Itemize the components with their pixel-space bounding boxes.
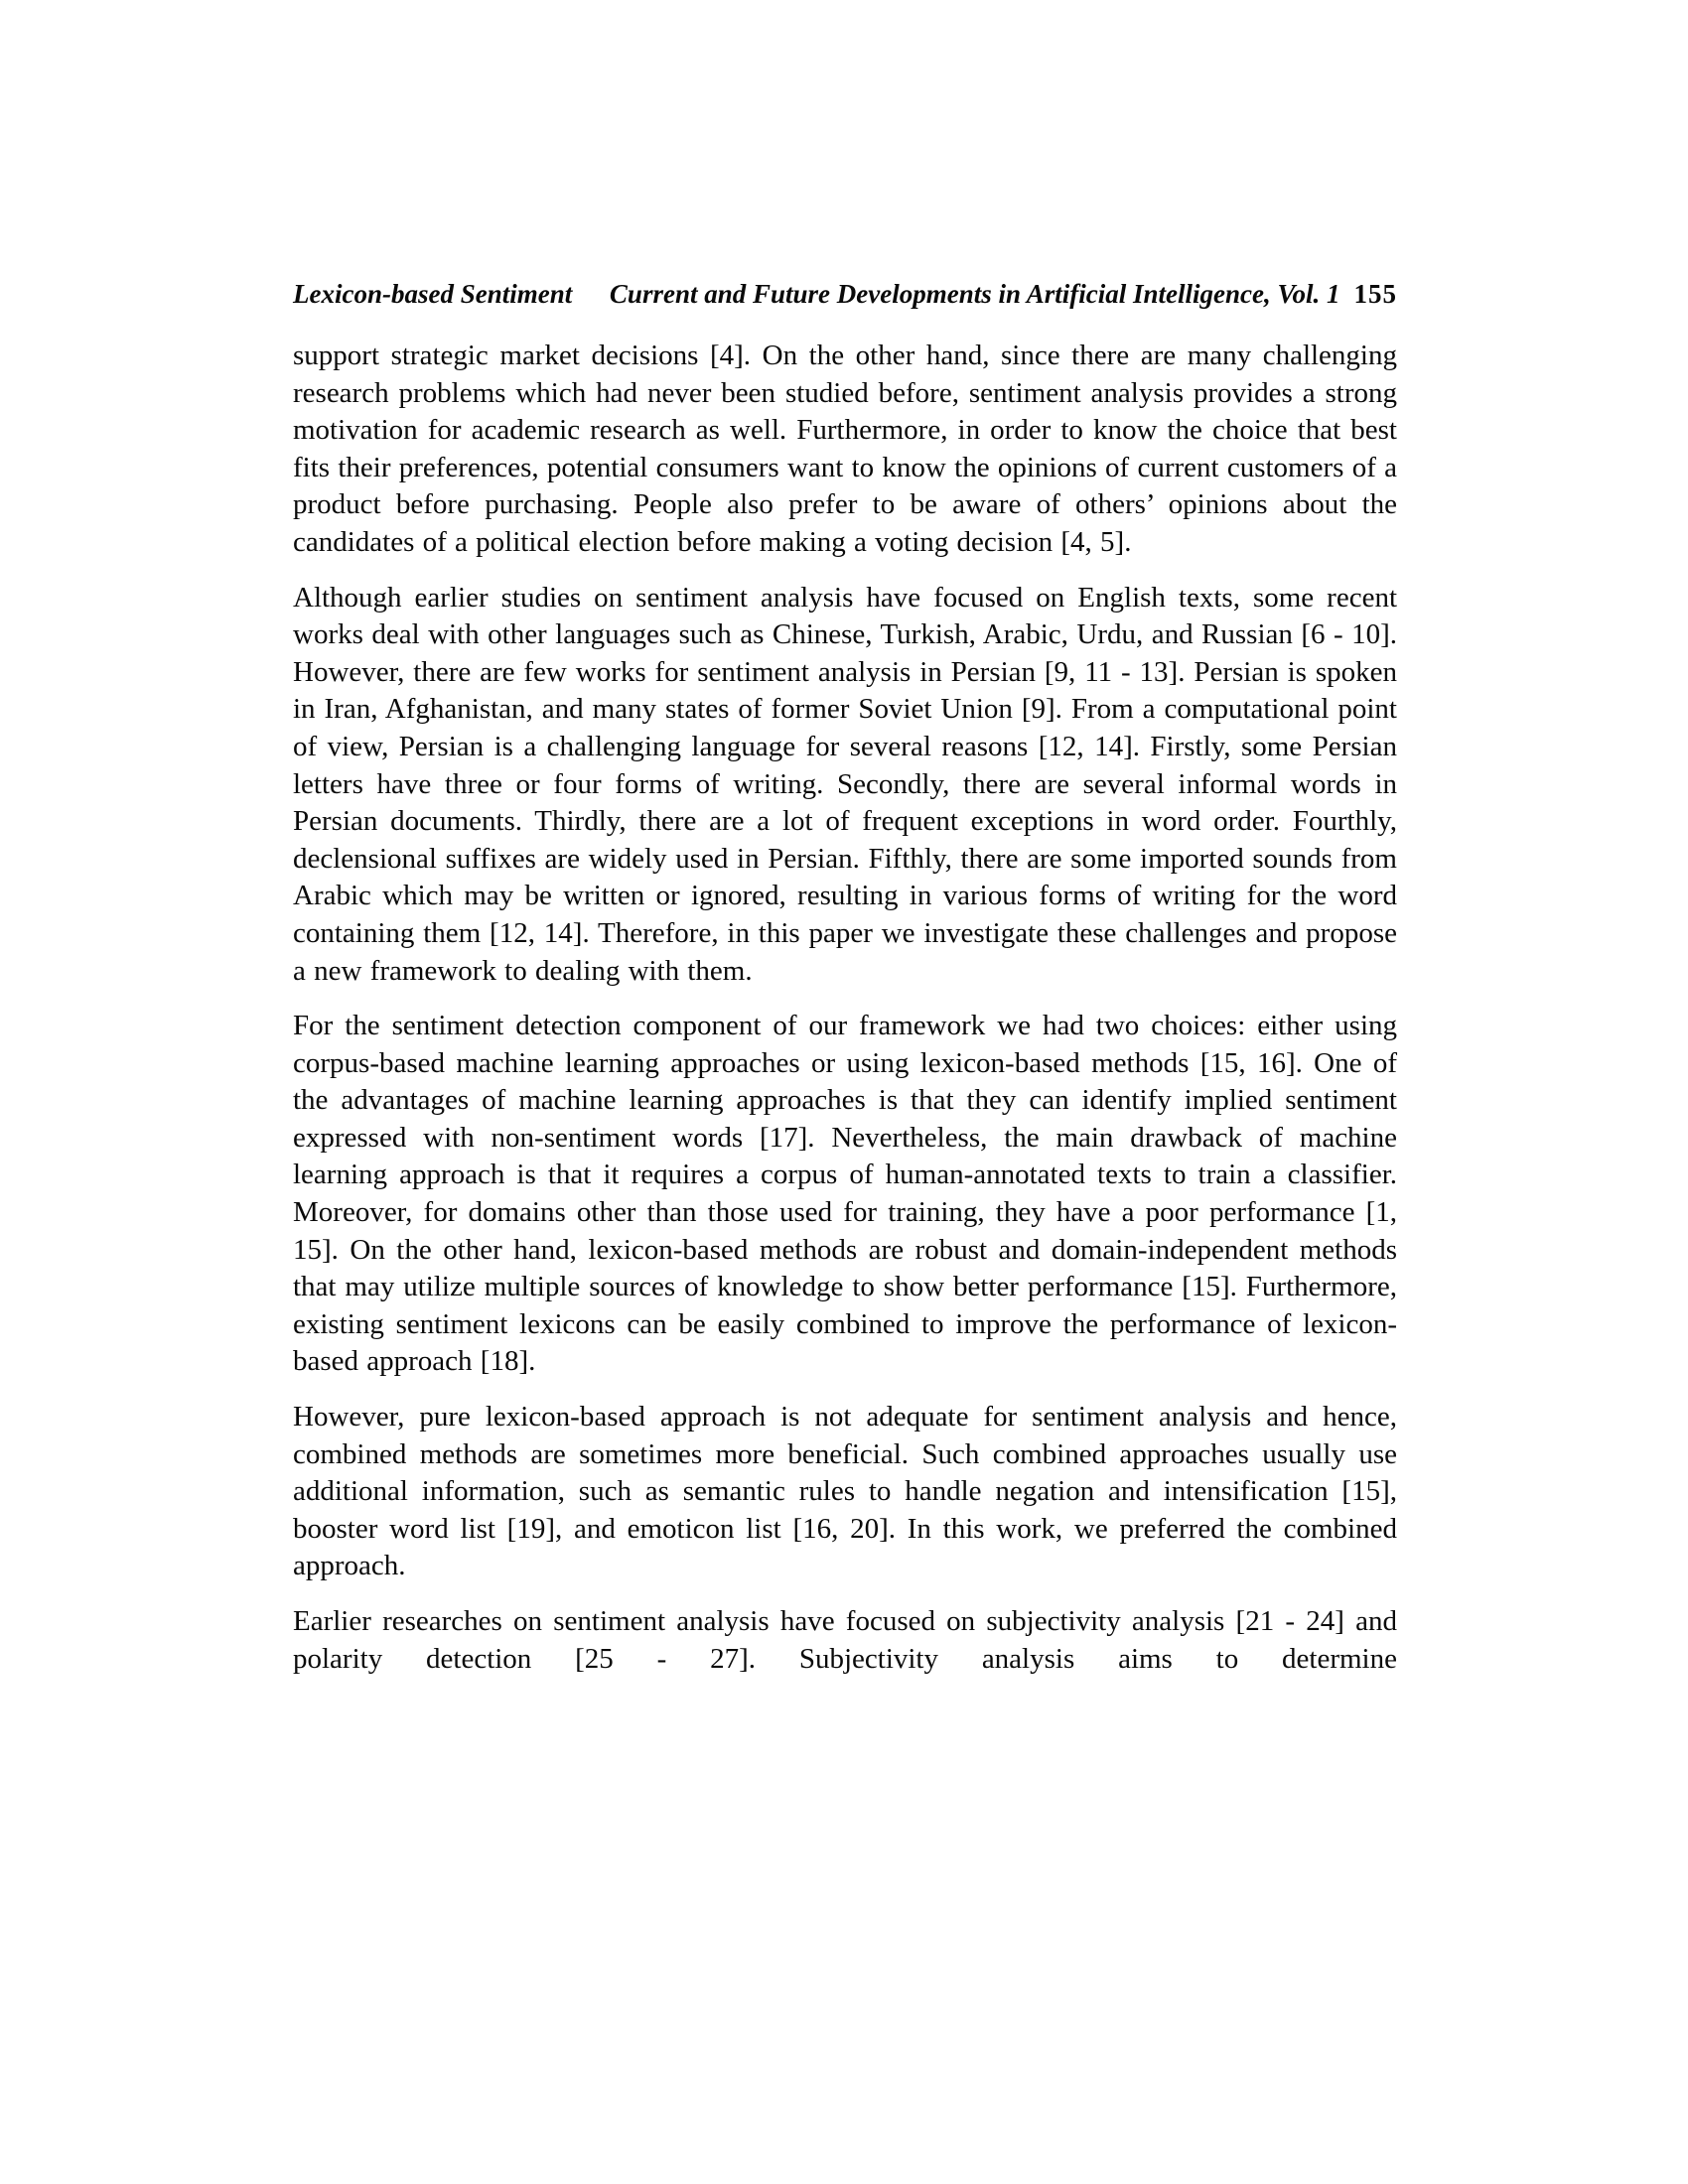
page-content: [293, 279, 1397, 1696]
paragraph-3: For the sentiment detection component of our framework we had two choices: either using corpus-based machine learning approaches or using lexicon-based methods [15, 16]. One of the advantages of machine learning approaches is that they can identify implied sentiment expressed with non-sentiment words [17]. Nevertheless, the main drawback of machine learning approach is that it requires a corpus of human-annotated texts to train a classifier. Moreover, for domains other than those used for training, they have a poor performance [1, 15]. On the other hand, lexicon-based methods are robust and domain-independent methods that may utilize multiple sources of knowledge to show better performance [15]. Furthermore, existing sentiment lexicons can be easily combined to improve the performance of lexicon-based approach [18].: [293, 1010, 1397, 1378]
page-body: [293, 338, 1397, 1678]
paragraph-1: support strategic market decisions [4]. On the other hand, since there are many challenging research problems which had never been studied before, sentiment analysis provides a strong motivation for academic research as well. Furthermore, in order to know the choice that best fits their preferences, potential consumers want to know the opinions of current customers of a product before purchasing. People also prefer to be aware of others’ opinions about the candidates of a political election before making a voting decision [4, 5].: [293, 340, 1397, 558]
header-right: [610, 279, 1397, 309]
running-title: Lexicon-based Sentiment: [293, 279, 573, 309]
book-title: Current and Future Developments in Artificial Intelligence, Vol. 1: [609, 279, 1340, 309]
page-number: 155: [1353, 279, 1397, 309]
paragraph-5: Earlier researches on sentiment analysis have focused on subjectivity analysis [21 - 24] and polarity detection [25 - 27]. Subjectivity analysis aims to determine: [293, 1605, 1397, 1675]
paragraph-4: However, pure lexicon-based approach is not adequate for sentiment analysis and hence, combined methods are sometimes more beneficial. Such combined approaches usually use additional information, such as semantic rules to handle negation and intensification [15], booster word list [19], and emoticon list [16, 20]. In this work, we preferred the combined approach.: [293, 1401, 1397, 1582]
page-header: [293, 279, 1397, 309]
paragraph-2: Although earlier studies on sentiment analysis have focused on English texts, some recent works deal with other languages such as Chinese, Turkish, Arabic, Urdu, and Russian [6 - 10]. However, there are few works for sentiment analysis in Persian [9, 11 - 13]. Persian is spoken in Iran, Afghanistan, and many states of former Soviet Union [9]. From a computational point of view, Persian is a challenging language for several reasons [12, 14]. Firstly, some Persian letters have three or four forms of writing. Secondly, there are several informal words in Persian documents. Thirdly, there are a lot of frequent exceptions in word order. Fourthly, declensional suffixes are widely used in Persian. Fifthly, there are some imported sounds from Arabic which may be written or ignored, resulting in various forms of writing for the word containing them [12, 14]. Therefore, in this paper we investigate these challenges and propose a new framework to dealing with them.: [293, 581, 1397, 987]
